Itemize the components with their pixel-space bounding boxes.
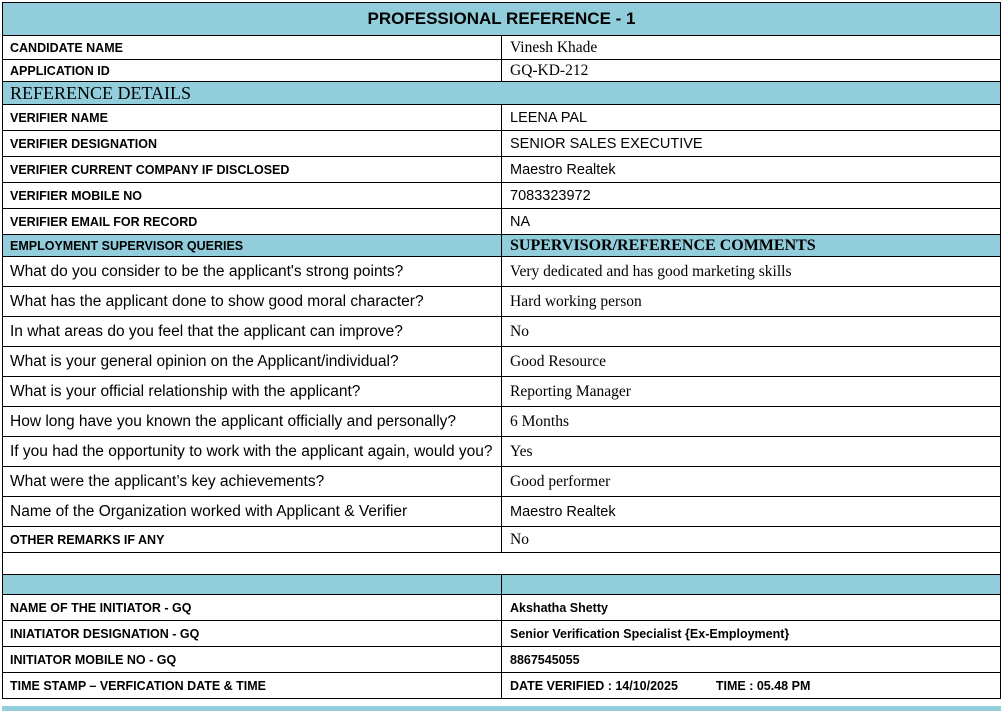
form-title: PROFESSIONAL REFERENCE - 1 bbox=[3, 3, 1000, 36]
verifier-row bbox=[3, 209, 1000, 235]
initiator-label: INIATIATOR DESIGNATION - GQ bbox=[3, 621, 502, 647]
reference-form bbox=[2, 2, 1001, 699]
reference-table bbox=[3, 3, 1000, 699]
application-id-label: APPLICATION ID bbox=[3, 60, 502, 82]
other-remarks-label: OTHER REMARKS IF ANY bbox=[3, 527, 502, 553]
verified-time: TIME : 05.48 PM bbox=[715, 678, 811, 693]
query-question: Name of the Organization worked with Applicant & Verifier bbox=[3, 497, 502, 527]
queries-header-right: SUPERVISOR/REFERENCE COMMENTS bbox=[502, 235, 1001, 257]
verifier-row bbox=[3, 105, 1000, 131]
query-answer: Yes bbox=[502, 437, 1001, 467]
query-question: What is your general opinion on the Applicant/individual? bbox=[3, 347, 502, 377]
query-question: What were the applicant’s key achievements? bbox=[3, 467, 502, 497]
other-remarks-value: No bbox=[502, 527, 1001, 553]
query-answer: Hard working person bbox=[502, 287, 1001, 317]
query-row bbox=[3, 497, 1000, 527]
verifier-label: VERIFIER CURRENT COMPANY IF DISCLOSED bbox=[3, 157, 502, 183]
initiator-label: NAME OF THE INITIATOR - GQ bbox=[3, 595, 502, 621]
spacer-row bbox=[3, 553, 1000, 575]
verifier-label: VERIFIER EMAIL FOR RECORD bbox=[3, 209, 502, 235]
query-row bbox=[3, 347, 1000, 377]
verifier-value: NA bbox=[502, 209, 1001, 235]
initiator-label: INITIATOR MOBILE NO - GQ bbox=[3, 647, 502, 673]
bottom-band bbox=[2, 706, 1001, 711]
initiator-value: Akshatha Shetty bbox=[502, 595, 1001, 621]
band-cell-left bbox=[3, 575, 502, 595]
reference-section-title: REFERENCE DETAILS bbox=[3, 82, 1000, 105]
verifier-value: Maestro Realtek bbox=[502, 157, 1001, 183]
verifier-label: VERIFIER MOBILE NO bbox=[3, 183, 502, 209]
query-question: How long have you known the applicant officially and personally? bbox=[3, 407, 502, 437]
other-remarks-row bbox=[3, 527, 1000, 553]
initiator-row bbox=[3, 647, 1000, 673]
query-answer: No bbox=[502, 317, 1001, 347]
query-answer: Good performer bbox=[502, 467, 1001, 497]
timestamp-value bbox=[502, 673, 1001, 699]
query-row bbox=[3, 287, 1000, 317]
verifier-value: LEENA PAL bbox=[502, 105, 1001, 131]
candidate-name-label: CANDIDATE NAME bbox=[3, 36, 502, 60]
query-question: If you had the opportunity to work with the applicant again, would you? bbox=[3, 437, 502, 467]
queries-header-row bbox=[3, 235, 1000, 257]
band-cell-right bbox=[502, 575, 1001, 595]
verifier-value: SENIOR SALES EXECUTIVE bbox=[502, 131, 1001, 157]
query-answer: Reporting Manager bbox=[502, 377, 1001, 407]
query-question: What is your official relationship with the applicant? bbox=[3, 377, 502, 407]
initiator-band-row bbox=[3, 575, 1000, 595]
title-row bbox=[3, 3, 1000, 36]
query-answer: Maestro Realtek bbox=[502, 497, 1001, 527]
query-row bbox=[3, 437, 1000, 467]
initiator-row bbox=[3, 595, 1000, 621]
verifier-row bbox=[3, 183, 1000, 209]
query-row bbox=[3, 257, 1000, 287]
queries-header-left: EMPLOYMENT SUPERVISOR QUERIES bbox=[3, 235, 502, 257]
query-question: What do you consider to be the applicant's strong points? bbox=[3, 257, 502, 287]
verified-date: DATE VERIFIED : 14/10/2025 bbox=[510, 678, 678, 693]
query-question: What has the applicant done to show good moral character? bbox=[3, 287, 502, 317]
query-answer: Good Resource bbox=[502, 347, 1001, 377]
query-answer: 6 Months bbox=[502, 407, 1001, 437]
verifier-label: VERIFIER NAME bbox=[3, 105, 502, 131]
verifier-value: 7083323972 bbox=[502, 183, 1001, 209]
query-row bbox=[3, 377, 1000, 407]
spacer-cell bbox=[3, 553, 1000, 575]
reference-details-row bbox=[3, 82, 1000, 105]
candidate-name-value: Vinesh Khade bbox=[502, 36, 1001, 60]
query-row bbox=[3, 317, 1000, 347]
timestamp-row bbox=[3, 673, 1000, 699]
initiator-row bbox=[3, 621, 1000, 647]
query-question: In what areas do you feel that the applicant can improve? bbox=[3, 317, 502, 347]
initiator-value: 8867545055 bbox=[502, 647, 1001, 673]
timestamp-label: TIME STAMP – VERFICATION DATE & TIME bbox=[3, 673, 502, 699]
query-row bbox=[3, 407, 1000, 437]
verifier-row bbox=[3, 157, 1000, 183]
candidate-name-row bbox=[3, 36, 1000, 60]
application-id-row bbox=[3, 60, 1000, 82]
verifier-label: VERIFIER DESIGNATION bbox=[3, 131, 502, 157]
verifier-row bbox=[3, 131, 1000, 157]
query-row bbox=[3, 467, 1000, 497]
query-answer: Very dedicated and has good marketing skills bbox=[502, 257, 1001, 287]
initiator-value: Senior Verification Specialist {Ex-Employment} bbox=[502, 621, 1001, 647]
application-id-value: GQ-KD-212 bbox=[502, 60, 1001, 82]
